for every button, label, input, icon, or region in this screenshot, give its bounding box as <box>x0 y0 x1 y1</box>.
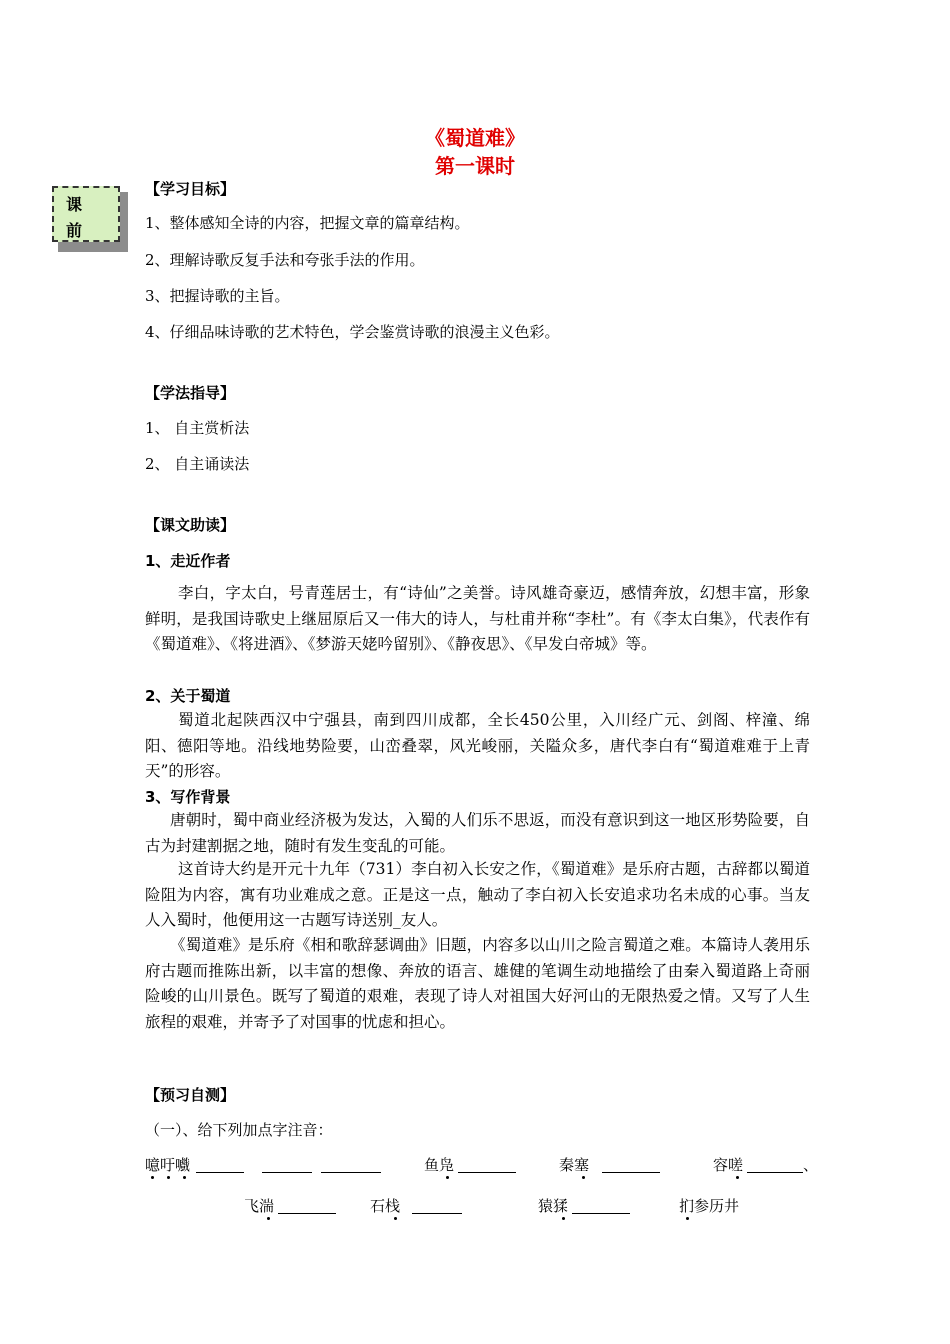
answer-blank[interactable] <box>262 1156 312 1173</box>
quiz-word: 噫吁嚱 <box>145 1156 191 1174</box>
emphasis-dot <box>167 1176 170 1179</box>
goal-item: 3、把握诗歌的主旨。 <box>145 287 290 305</box>
emphasis-dot <box>562 1217 565 1220</box>
road-paragraph: 蜀道北起陕西汉中宁强县，南到四川成都，全长450公里，入川经广元、剑阁、梓潼、绵阳、德阳等地。沿线地势险要，山峦叠翠，风光峻丽，关隘众多，唐代李白有“蜀道难难于上青天”的形容。 <box>145 711 810 780</box>
quiz-word: 容嗟 <box>713 1156 744 1174</box>
road-heading: 2、关于蜀道 <box>145 687 231 705</box>
answer-blank[interactable] <box>458 1156 516 1173</box>
goal-item: 2、理解诗歌反复手法和夸张手法的作用。 <box>145 251 425 269</box>
author-paragraph: 李白，字太白，号青莲居士，有“诗仙”之美誉。诗风雄奇豪迈，感情奔放，幻想丰富，形象鲜明，是我国诗歌史上继屈原后又一伟大的诗人，与杜甫并称“李杜”。有《李太白集》，代表作有《蜀道难》、《将进酒》、《梦游天姥吟留别》、《静夜思》、《早发白帝城》等。 <box>145 584 810 653</box>
quiz-heading: 【预习自测】 <box>145 1086 236 1104</box>
emphasis-dot <box>183 1176 186 1179</box>
quiz-word: 扪参历井 <box>679 1197 740 1215</box>
side-tag-char-1: 课 <box>66 195 83 214</box>
quiz-word: 鱼凫 <box>424 1156 455 1174</box>
document-subtitle: 第一课时 <box>435 154 515 178</box>
answer-blank[interactable] <box>196 1156 244 1173</box>
quiz-word: 飞湍 <box>244 1197 275 1215</box>
quiz-question-1: （一）、给下列加点字注音： <box>145 1121 333 1139</box>
quiz-word: 猿猱 <box>538 1197 569 1215</box>
author-heading: 1、走近作者 <box>145 552 231 570</box>
emphasis-dot <box>582 1176 585 1179</box>
side-tag <box>52 186 120 242</box>
goal-item: 1、整体感知全诗的内容，把握文章的篇章结构。 <box>145 214 470 232</box>
background-paragraph-2: 这首诗大约是开元十九年（731）李白初入长安之作，《蜀道难》是乐府古题，古辞都以蜀道险阻为内容，寓有功业难成之意。正是这一点，触动了李白初入长安追求功名未成的心事。当友人入蜀时，他便用这一古题写诗送别_友人。 <box>145 860 810 929</box>
emphasis-dot <box>151 1176 154 1179</box>
emphasis-dot <box>446 1176 449 1179</box>
quiz-word: 石栈 <box>370 1197 401 1215</box>
answer-blank[interactable] <box>747 1156 803 1173</box>
background-heading: 3、写作背景 <box>145 788 231 806</box>
background-paragraph-3: 《蜀道难》是乐府《相和歌辞瑟调曲》旧题，内容多以山川之险言蜀道之难。本篇诗人袭用乐府古题而推陈出新，以丰富的想像、奔放的语言、雄健的笔调生动地描绘了由秦入蜀道路上奇丽险峻的山川景色。既写了蜀道的艰难，表现了诗人对祖国大好河山的无限热爱之情。又写了人生旅程的艰难，并寄予了对国事的忧虑和担心。 <box>145 936 810 1031</box>
quiz-word: 秦塞 <box>559 1156 590 1174</box>
goal-item: 4、仔细品味诗歌的艺术特色，学会鉴赏诗歌的浪漫主义色彩。 <box>145 323 560 341</box>
method-item: 1、 自主赏析法 <box>145 419 250 437</box>
side-tag-char-2: 前 <box>66 221 83 240</box>
goals-heading: 【学习目标】 <box>145 180 236 198</box>
emphasis-dot <box>267 1217 270 1220</box>
answer-blank[interactable] <box>321 1156 381 1173</box>
emphasis-dot <box>736 1176 739 1179</box>
answer-blank[interactable] <box>278 1197 336 1214</box>
background-paragraph-1: 唐朝时，蜀中商业经济极为发达，入蜀的人们乐不思返，而没有意识到这一地区形势险要，自古为封建割据之地，随时有发生变乱的可能。 <box>145 811 810 855</box>
quiz-punct: 、 <box>803 1156 819 1174</box>
reading-heading: 【课文助读】 <box>145 516 236 534</box>
answer-blank[interactable] <box>412 1197 462 1214</box>
method-heading: 【学法指导】 <box>145 384 236 402</box>
emphasis-dot <box>394 1217 397 1220</box>
document-title: 《蜀道难》 <box>425 126 525 150</box>
answer-blank[interactable] <box>602 1156 660 1173</box>
answer-blank[interactable] <box>572 1197 630 1214</box>
emphasis-dot <box>686 1217 689 1220</box>
method-item: 2、 自主诵读法 <box>145 455 250 473</box>
